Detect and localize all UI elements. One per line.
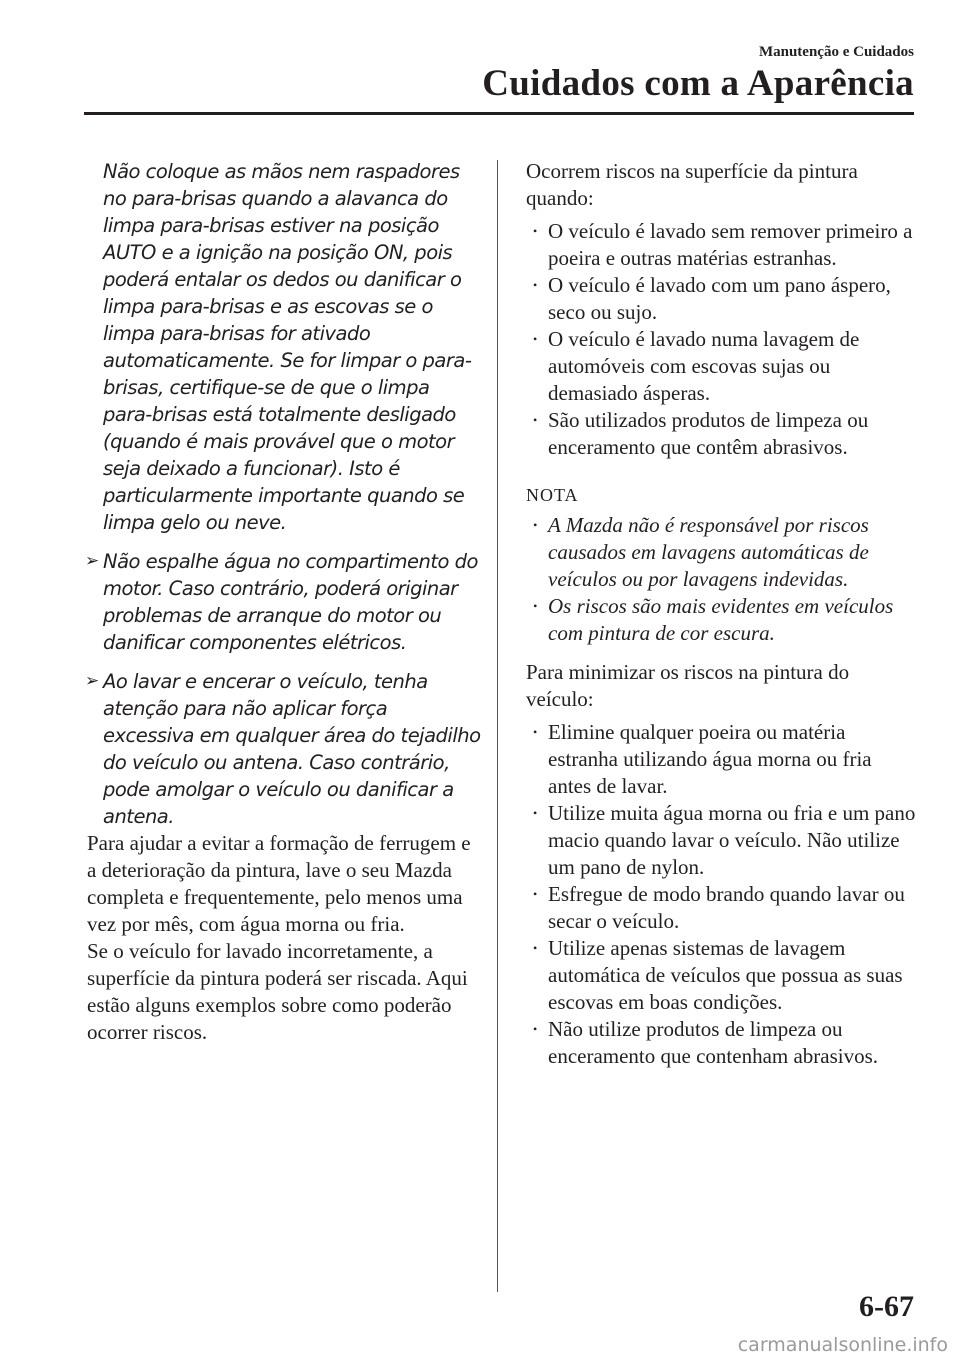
page-title: Cuidados com a Aparência <box>482 63 914 104</box>
minimize-tips-list <box>526 719 918 1070</box>
list-item: • O veículo é lavado sem remover primeiro a poeira e outras matérias estranhas. <box>526 218 918 272</box>
warning-block <box>87 158 482 830</box>
nota-heading: NOTA <box>526 485 579 505</box>
scratch-causes-list <box>526 218 918 461</box>
list-item: • Esfregue de modo brando quando lavar ou secar o veículo. <box>526 881 918 935</box>
list-item: • A Mazda não é responsável por riscos causados em lavagens automáticas de veículos ou por lavagens indevidas. <box>526 512 918 593</box>
list-item: • O veículo é lavado numa lavagem de automóveis com escovas sujas ou demasiado ásperas. <box>526 326 918 407</box>
warning-item-text: Não espalhe água no compartimento do motor. Caso contrário, poderá originar problemas de arranque do motor ou danificar componentes elétricos. <box>103 550 478 654</box>
warning-intro-text: Não coloque as mãos nem raspadores no para-brisas quando a alavanca do limpa para-brisas estiver na posição AUTO e a ignição na posição ON, pois poderá entalar os dedos ou danificar o limpa para-brisas e as escovas se o limpa para-brisas for ativado automaticamente. Se for limpar o para-brisas, certifique-se de que o limpa para-brisas está totalmente desligado (quando é mais provável que o motor seja deixado a funcionar). Isto é particularmente importante quando se limpa gelo ou neve. <box>103 160 472 534</box>
page-number: 6-67 <box>859 1290 914 1323</box>
paragraph-rust-prevention: Para ajudar a evitar a formação de ferrugem e a deterioração da pintura, lave o seu Mazda completa e frequentemente, pelo menos uma vez por mês, com água morna ou fria. <box>87 831 471 936</box>
list-item: • São utilizados produtos de limpeza ou enceramento que contêm abrasivos. <box>526 407 918 461</box>
list-item: • Os riscos são mais evidentes em veículos com pintura de cor escura. <box>526 593 918 647</box>
list-item: • Elimine qualquer poeira ou matéria estranha utilizando água morna ou fria antes de lavar. <box>526 719 918 800</box>
warning-item <box>87 668 482 830</box>
scratch-intro: Ocorrem riscos na superfície da pintura quando: <box>526 159 858 210</box>
minimize-intro: Para minimizar os riscos na pintura do veículo: <box>526 660 850 711</box>
column-divider <box>497 160 498 1292</box>
warning-item-text: Ao lavar e encerar o veículo, tenha atenção para não aplicar força excessiva em qualquer área do tejadilho do veículo ou antena. Caso contrário, pode amolgar o veículo ou danificar a antena. <box>103 670 481 828</box>
arrow-bullet-icon: ➢ <box>85 671 99 691</box>
list-item: • Utilize muita água morna ou fria e um pano macio quando lavar o veículo. Não utilize um pano de nylon. <box>526 800 918 881</box>
arrow-bullet-icon: ➢ <box>85 551 99 571</box>
list-item: • Não utilize produtos de limpeza ou enceramento que contenham abrasivos. <box>526 1016 918 1070</box>
right-column <box>526 158 918 1070</box>
warning-item <box>87 548 482 656</box>
section-header: Manutenção e Cuidados <box>758 44 914 60</box>
watermark-link[interactable]: carmanualsonline.info <box>737 1334 948 1356</box>
paragraph-incorrect-washing: Se o veículo for lavado incorretamente, a superfície da pintura poderá ser riscada. Aqui estão alguns exemplos sobre como poderão ocorrer riscos. <box>87 939 468 1044</box>
list-item: • Utilize apenas sistemas de lavagem automática de veículos que possua as suas escovas em boas condições. <box>526 935 918 1016</box>
left-column <box>87 158 482 1046</box>
list-item: • O veículo é lavado com um pano áspero, seco ou sujo. <box>526 272 918 326</box>
header-rule <box>84 112 914 115</box>
nota-list <box>526 512 918 647</box>
